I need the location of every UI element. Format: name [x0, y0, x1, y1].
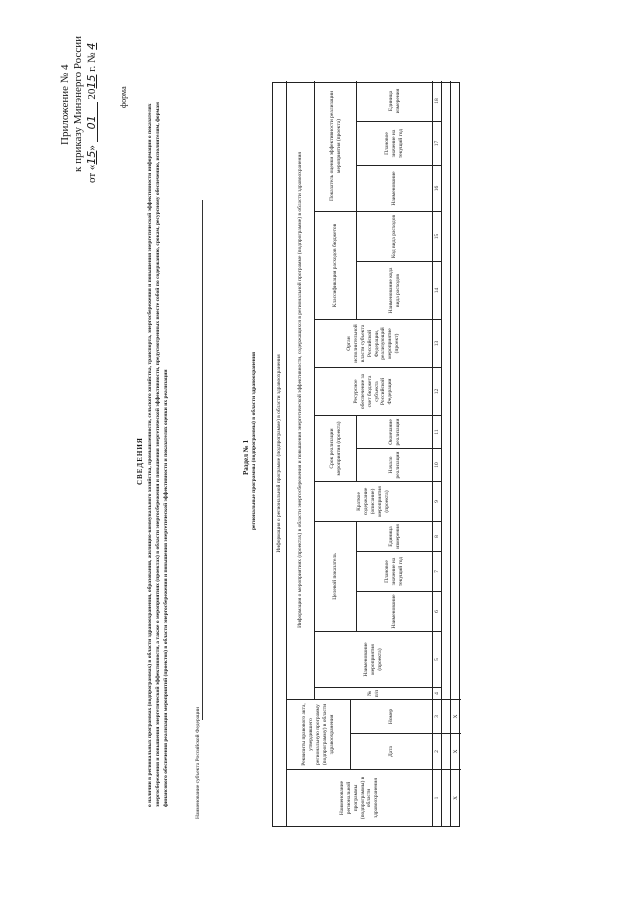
header-target-plan: Плановое значение на текущий год [357, 551, 433, 591]
header-event-name: Наименование мероприятия (проекта) [315, 631, 433, 687]
header-indicator: Показатель оценки эффективности реализации мероприятия (проекта) [315, 81, 357, 211]
num-cell: 15 [433, 211, 442, 261]
num-cell: 9 [433, 481, 442, 521]
data-table [272, 82, 460, 827]
data-cell [442, 81, 451, 699]
header-requisites: Реквизиты правового акта, утвердившего региональную программу (подпрограмму) в области здравоохранения [287, 699, 351, 769]
num-cell: 14 [433, 261, 442, 319]
data-cell [442, 769, 451, 826]
section-title: Раздел № 1 [242, 439, 250, 475]
num-cell: 18 [433, 81, 442, 121]
subject-label: Наименование субъекта Российской Федерации [195, 707, 201, 819]
data-cell [442, 733, 451, 769]
table-mid-header: Информация о мероприятиях (проектах) в области энергосбережения и повышения энергетической эффективности, содержащихся в региональной программе (подпрограмме) в области здравоохранения [287, 81, 315, 699]
header-target: Целевой показатель [315, 521, 357, 631]
num-cell: 13 [433, 319, 442, 367]
data-cell [442, 699, 451, 733]
num-cell: 17 [433, 121, 442, 165]
header-classif-name: Наименование кода вида расходов [357, 261, 433, 319]
num-cell: 10 [433, 448, 442, 481]
header-target-unit: Единица измерения [357, 521, 433, 551]
header-organ: Орган исполнительной власти субъекта Российской Федерации, реализующий мероприятие (проект) [315, 319, 433, 367]
header-ind-unit: Единица измерения [357, 81, 433, 121]
doc-para-line3: финансового обеспечения реализации мероприятий (проектов) в области энергосбережения и повышения энергетической эффективности и показателях оценки их реализации [163, 369, 169, 807]
header-number: Номер [351, 699, 433, 733]
num-cell: 5 [433, 631, 442, 687]
doc-para-line1: о наличии в региональных программах (подпрограммах) в области здравоохранения, образования, жилищно-коммунального хозяйства, промышленности, сельского хозяйства, транспорта, энергосбережения и повышения энергетической эффективности информации о показателях [147, 103, 153, 807]
num-cell: 3 [433, 699, 442, 733]
x-mark: X [451, 733, 461, 769]
num-cell: 1 [433, 769, 442, 826]
data-cell [451, 81, 461, 699]
form-label: форма [119, 86, 128, 108]
num-cell: 12 [433, 367, 442, 415]
header-classif: Классификация расходов бюджетов [315, 211, 357, 319]
num-cell: 16 [433, 165, 442, 211]
header-ind-plan: Плановое значение на текущий год [357, 121, 433, 165]
num-cell: 6 [433, 591, 442, 631]
num-cell: 7 [433, 551, 442, 591]
num-cell: 8 [433, 521, 442, 551]
subject-underline [202, 200, 203, 720]
appendix-line3: от «15» 01 2015 г. № 4 [85, 42, 98, 183]
header-term-start: Начало реализации [357, 448, 433, 481]
doc-heading: СВЕДЕНИЯ [136, 437, 144, 485]
header-num: № п/п [315, 687, 433, 699]
header-date: Дата [351, 733, 433, 769]
header-resource: Ресурсное обеспечение за счет бюджета субъекта Российской Федерации [315, 367, 433, 415]
header-classif-code: Код вида расходов [357, 211, 433, 261]
header-target-name: Наименование [357, 591, 433, 631]
table-top-header: Информация о региональной программе (подпрограмме) в области здравоохранения [273, 81, 287, 826]
x-mark: X [451, 699, 461, 733]
num-cell: 4 [433, 687, 442, 699]
header-term: Срок реализации мероприятия (проекта) [315, 415, 357, 481]
appendix-line2: к приказу Минэнерго России [72, 36, 84, 172]
section-subtitle: региональные программы (подпрограммы) в области здравоохранения [251, 352, 257, 530]
appendix-line1: Приложение № 4 [59, 64, 71, 145]
header-short: Краткое содержание (описание) мероприятия (проекта) [315, 481, 433, 521]
num-cell: 2 [433, 733, 442, 769]
x-mark: X [451, 769, 461, 826]
num-cell: 11 [433, 415, 442, 448]
doc-para-line2: энергосбережения и повышения энергетической эффективности, а также о мероприятиях (проектах) в области энергосбережения и повышения энергетической эффективности, предусмотренных вместе собой по содержанию, срокам, ресурсному обеспечению, исполнителям, формам [155, 102, 161, 807]
header-ind-name: Наименование [357, 165, 433, 211]
header-term-end: Окончание реализации [357, 415, 433, 448]
header-program-name: Наименование региональной программы (подпрограммы) в области здравоохранения [287, 769, 433, 826]
